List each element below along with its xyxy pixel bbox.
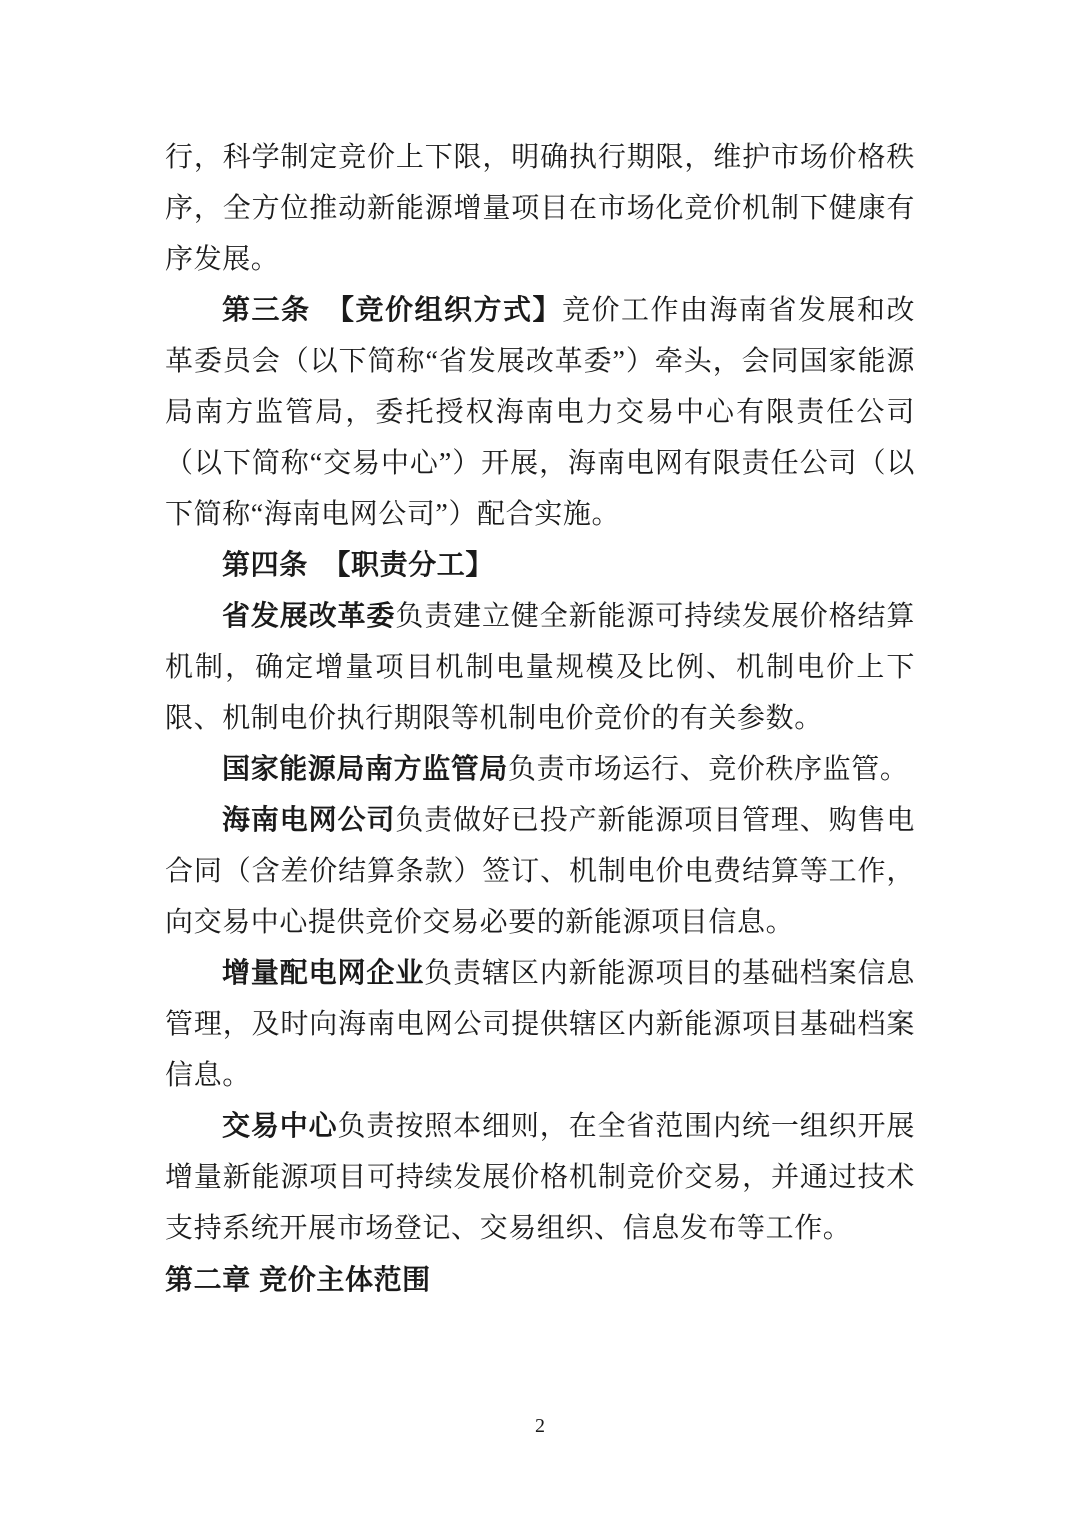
paragraph-duty-trading-center (165, 1101, 915, 1254)
paragraph-duty-energy-bureau (165, 744, 915, 795)
paragraph-lead: 国家能源局南方监管局 (222, 754, 509, 785)
paragraph-duty-grid-company (165, 795, 915, 948)
paragraph-text: 负责按照本细则，在全省范围内统一组织开展增量新能源项目可持续发展价格机制竞价交易，并通过技术支持系统开展市场登记、交易组织、信息发布等工作。 (165, 1111, 915, 1244)
paragraph-article-3 (165, 285, 915, 540)
paragraph-article-4 (165, 540, 915, 591)
paragraph-text: 负责市场运行、竞价秩序监管。 (508, 754, 909, 785)
document-body (165, 132, 915, 1305)
paragraph-duty-drc (165, 591, 915, 744)
page-number: 2 (535, 1415, 545, 1437)
paragraph-lead: 增量配电网企业 (222, 958, 425, 989)
paragraph-lead: 第三条 【竞价组织方式】 (222, 295, 562, 326)
chapter-heading: 第二章 竞价主体范围 (165, 1264, 431, 1295)
paragraph-lead: 第四条 【职责分工】 (222, 550, 495, 581)
paragraph-lead: 省发展改革委 (222, 601, 396, 632)
paragraph-text: 负责辖区内新能源项目的基础档案信息管理，及时向海南电网公司提供辖区内新能源项目基础档案信息。 (165, 958, 916, 1091)
paragraph-lead: 交易中心 (222, 1111, 338, 1142)
paragraph-continuation (165, 132, 915, 285)
paragraph-text: 行，科学制定竞价上下限，明确执行期限，维护市场价格秩序，全方位推动新能源增量项目在市场化竞价机制下健康有序发展。 (165, 142, 915, 275)
paragraph-text: 竞价工作由海南省发展和改革委员会（以下简称“省发展改革委”）牵头，会同国家能源局南方监管局，委托授权海南电力交易中心有限责任公司（以下简称“交易中心”）开展，海南电网有限责任公司（以下简称“海南电网公司”）配合实施。 (165, 295, 916, 530)
paragraph-lead: 海南电网公司 (222, 805, 396, 836)
paragraph-text: 负责做好已投产新能源项目管理、购售电合同（含差价结算条款）签订、机制电价电费结算等工作，向交易中心提供竞价交易必要的新能源项目信息。 (165, 805, 915, 938)
paragraph-text: 负责建立健全新能源可持续发展价格结算机制，确定增量项目机制电量规模及比例、机制电价上下限、机制电价执行期限等机制电价竞价的有关参数。 (165, 601, 915, 734)
paragraph-duty-incremental-grid (165, 948, 915, 1101)
